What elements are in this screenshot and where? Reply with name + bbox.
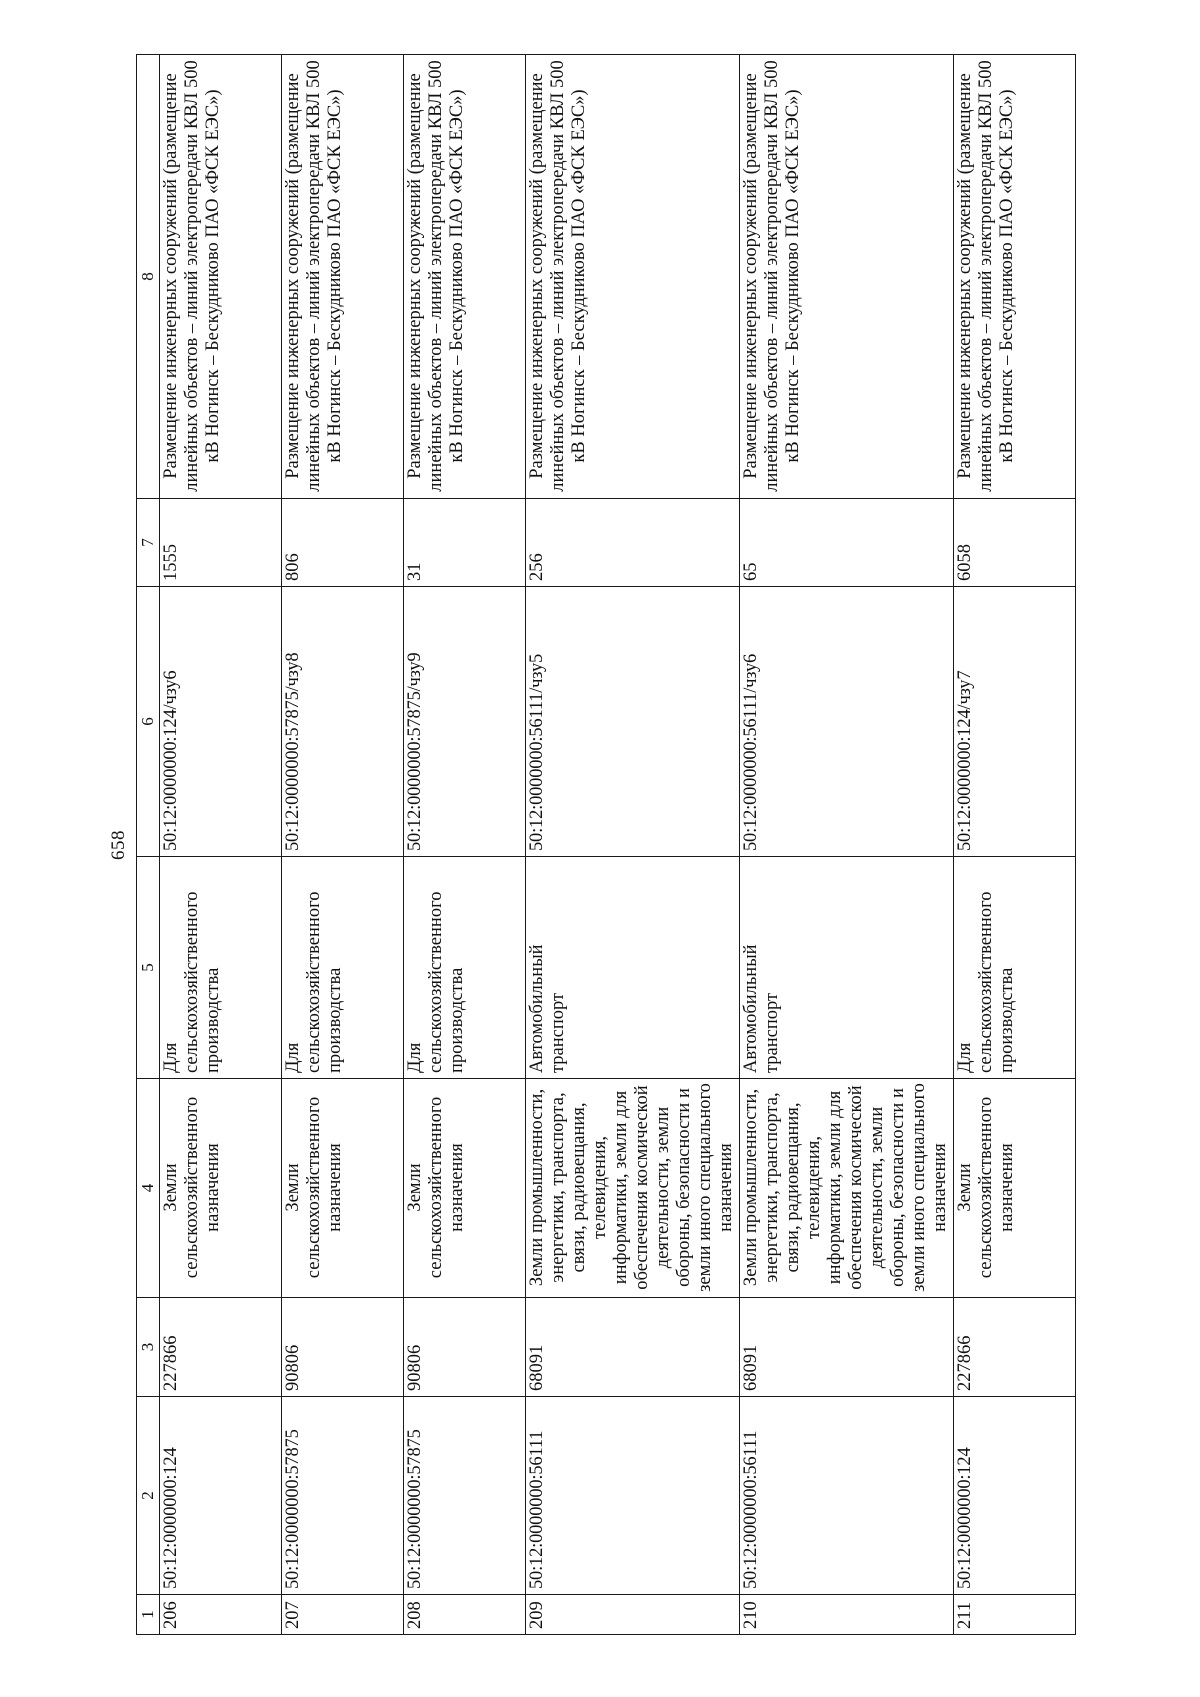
header-row	[137, 55, 160, 1635]
cadastral-number: 50:12:0000000:56111	[526, 1397, 740, 1595]
zone-number: 50:12:0000000:57875/чзу8	[282, 587, 404, 857]
parcel-area: 68091	[526, 1298, 740, 1397]
permitted-use: Для сельскохозяйственного производства	[954, 857, 1076, 1079]
parcel-area: 68091	[740, 1298, 954, 1397]
permitted-use: Для сельскохозяйственного производства	[282, 857, 404, 1079]
permitted-use: Для сельскохозяйственного производства	[160, 857, 282, 1079]
zone-number: 50:12:0000000:124/чзу6	[160, 587, 282, 857]
permitted-use: Автомобильный транспорт	[740, 857, 954, 1079]
row-number: 207	[282, 1595, 404, 1635]
header-col-1: 1	[137, 1595, 160, 1635]
row-number: 206	[160, 1595, 282, 1635]
purpose: Размещение инженерных сооружений (размещение линейных объектов – линий электропередачи КВЛ 500 кВ Ногинск – Бескудниково ПАО «ФСК ЕЭС»)	[740, 55, 954, 499]
table-row	[160, 55, 282, 1635]
header-col-2: 2	[137, 1397, 160, 1595]
parcel-area: 227866	[954, 1298, 1076, 1397]
row-number: 210	[740, 1595, 954, 1635]
header-col-6: 6	[137, 587, 160, 857]
parcel-area: 90806	[404, 1298, 526, 1397]
table-row	[740, 55, 954, 1635]
table-row	[954, 55, 1076, 1635]
land-category: Земли сельскохозяйственного назначения	[404, 1079, 526, 1298]
zone-area: 65	[740, 499, 954, 587]
zone-area: 31	[404, 499, 526, 587]
zone-area: 6058	[954, 499, 1076, 587]
purpose: Размещение инженерных сооружений (размещение линейных объектов – линий электропередачи КВЛ 500 кВ Ногинск – Бескудниково ПАО «ФСК ЕЭС»)	[282, 55, 404, 499]
cadastral-number: 50:12:0000000:56111	[740, 1397, 954, 1595]
cadastral-number: 50:12:0000000:57875	[282, 1397, 404, 1595]
header-col-4: 4	[137, 1079, 160, 1298]
header-col-3: 3	[137, 1298, 160, 1397]
zone-area: 806	[282, 499, 404, 587]
page-number: 658	[108, 830, 129, 860]
zone-area: 256	[526, 499, 740, 587]
zone-number: 50:12:0000000:56111/чзу6	[740, 587, 954, 857]
purpose: Размещение инженерных сооружений (размещение линейных объектов – линий электропередачи КВЛ 500 кВ Ногинск – Бескудниково ПАО «ФСК ЕЭС»)	[404, 55, 526, 499]
table-row	[526, 55, 740, 1635]
land-category: Земли промышленности, энергетики, транспорта, связи, радиовещания, телевидения, информатики, земли для обеспечения космической деятельности, земли обороны, безопасности и земли иного специального назначения	[526, 1079, 740, 1298]
purpose: Размещение инженерных сооружений (размещение линейных объектов – линий электропередачи КВЛ 500 кВ Ногинск – Бескудниково ПАО «ФСК ЕЭС»)	[954, 55, 1076, 499]
rotated-page	[100, 55, 1118, 1635]
zone-number: 50:12:0000000:56111/чзу5	[526, 587, 740, 857]
zone-area: 1555	[160, 499, 282, 587]
purpose: Размещение инженерных сооружений (размещение линейных объектов – линий электропередачи КВЛ 500 кВ Ногинск – Бескудниково ПАО «ФСК ЕЭС»)	[526, 55, 740, 499]
row-number: 208	[404, 1595, 526, 1635]
permitted-use: Для сельскохозяйственного производства	[404, 857, 526, 1079]
permitted-use: Автомобильный транспорт	[526, 857, 740, 1079]
table-row	[404, 55, 526, 1635]
purpose: Размещение инженерных сооружений (размещение линейных объектов – линий электропередачи КВЛ 500 кВ Ногинск – Бескудниково ПАО «ФСК ЕЭС»)	[160, 55, 282, 499]
parcel-area: 227866	[160, 1298, 282, 1397]
land-registry-table	[136, 54, 1076, 1635]
zone-number: 50:12:0000000:57875/чзу9	[404, 587, 526, 857]
land-category: Земли сельскохозяйственного назначения	[282, 1079, 404, 1298]
cadastral-number: 50:12:0000000:124	[954, 1397, 1076, 1595]
cadastral-number: 50:12:0000000:57875	[404, 1397, 526, 1595]
header-col-7: 7	[137, 499, 160, 587]
cadastral-number: 50:12:0000000:124	[160, 1397, 282, 1595]
header-col-8: 8	[137, 55, 160, 499]
zone-number: 50:12:0000000:124/чзу7	[954, 587, 1076, 857]
row-number: 211	[954, 1595, 1076, 1635]
land-category: Земли сельскохозяйственного назначения	[954, 1079, 1076, 1298]
header-col-5: 5	[137, 857, 160, 1079]
row-number: 209	[526, 1595, 740, 1635]
parcel-area: 90806	[282, 1298, 404, 1397]
land-category: Земли сельскохозяйственного назначения	[160, 1079, 282, 1298]
table-row	[282, 55, 404, 1635]
land-category: Земли промышленности, энергетики, транспорта, связи, радиовещания, телевидения, информатики, земли для обеспечения космической деятельности, земли обороны, безопасности и земли иного специального назначения	[740, 1079, 954, 1298]
